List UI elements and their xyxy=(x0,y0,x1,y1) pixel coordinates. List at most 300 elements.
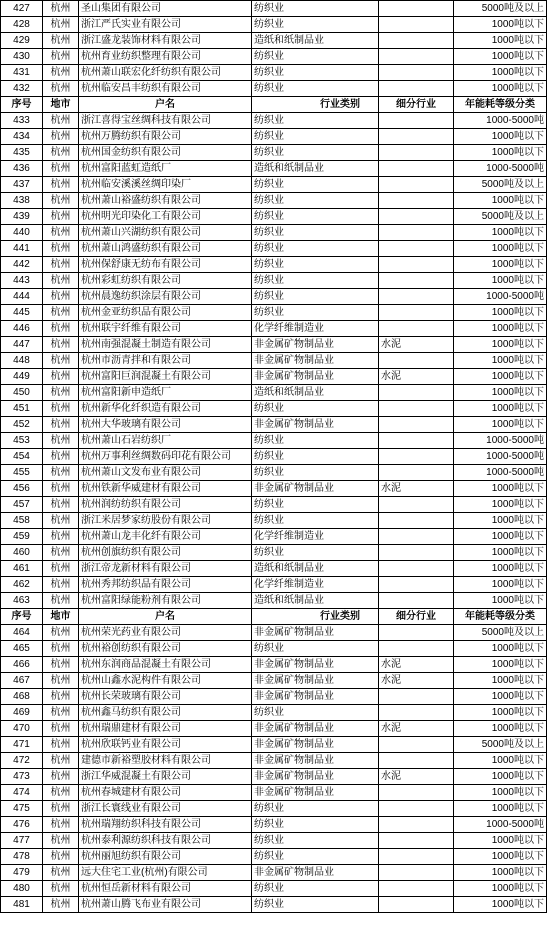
sub-industry-cell: 水泥 xyxy=(379,481,454,497)
city-cell: 杭州 xyxy=(43,593,79,609)
table-row xyxy=(1,337,547,353)
header-name: 户名 xyxy=(79,97,252,113)
energy-level-cell: 1000吨以下 xyxy=(454,657,547,673)
table-row xyxy=(1,801,547,817)
table-row xyxy=(1,417,547,433)
sub-industry-cell xyxy=(379,465,454,481)
seq-number-cell: 451 xyxy=(1,401,43,417)
energy-level-cell: 1000吨以下 xyxy=(454,33,547,49)
sub-industry-cell xyxy=(379,865,454,881)
energy-level-cell: 5000吨及以上 xyxy=(454,737,547,753)
company-name-cell: 杭州荣光药业有限公司 xyxy=(79,625,252,641)
table-row xyxy=(1,529,547,545)
seq-number-cell: 431 xyxy=(1,65,43,81)
energy-level-cell: 1000吨以下 xyxy=(454,257,547,273)
table-row xyxy=(1,657,547,673)
energy-level-cell: 1000吨以下 xyxy=(454,561,547,577)
industry-cell: 非金属矿物制品业 xyxy=(252,753,379,769)
table-row xyxy=(1,897,547,913)
sub-industry-cell xyxy=(379,113,454,129)
city-cell: 杭州 xyxy=(43,369,79,385)
table-row xyxy=(1,577,547,593)
company-name-cell: 杭州萧山龙丰化纤有限公司 xyxy=(79,529,252,545)
city-cell: 杭州 xyxy=(43,625,79,641)
company-name-cell: 杭州萧山文发布业有限公司 xyxy=(79,465,252,481)
company-name-cell: 圣山集团有限公司 xyxy=(79,1,252,17)
energy-level-cell: 5000吨及以上 xyxy=(454,209,547,225)
city-cell: 杭州 xyxy=(43,849,79,865)
seq-number-cell: 452 xyxy=(1,417,43,433)
sub-industry-cell xyxy=(379,401,454,417)
company-name-cell: 杭州临安昌丰纺织有限公司 xyxy=(79,81,252,97)
seq-number-cell: 455 xyxy=(1,465,43,481)
sub-industry-cell xyxy=(379,209,454,225)
energy-level-cell: 1000吨以下 xyxy=(454,833,547,849)
city-cell: 杭州 xyxy=(43,769,79,785)
energy-level-cell: 1000吨以下 xyxy=(454,145,547,161)
industry-cell: 纺织业 xyxy=(252,401,379,417)
industry-cell: 纺织业 xyxy=(252,641,379,657)
energy-level-cell: 1000吨以下 xyxy=(454,369,547,385)
industry-cell: 非金属矿物制品业 xyxy=(252,481,379,497)
table-row xyxy=(1,17,547,33)
header-seq: 序号 xyxy=(1,97,43,113)
company-name-cell: 杭州丽旭纺织有限公司 xyxy=(79,849,252,865)
industry-cell: 纺织业 xyxy=(252,17,379,33)
company-name-cell: 杭州保舒康无纺布有限公司 xyxy=(79,257,252,273)
company-name-cell: 杭州恒岳新材料有限公司 xyxy=(79,881,252,897)
industry-cell: 纺织业 xyxy=(252,145,379,161)
energy-level-cell: 1000吨以下 xyxy=(454,849,547,865)
city-cell: 杭州 xyxy=(43,273,79,289)
seq-number-cell: 437 xyxy=(1,177,43,193)
seq-number-cell: 474 xyxy=(1,785,43,801)
company-name-cell: 杭州富阳绿能粉剂有限公司 xyxy=(79,593,252,609)
company-name-cell: 杭州临安溪溪丝绸印染厂 xyxy=(79,177,252,193)
sub-industry-cell xyxy=(379,81,454,97)
city-cell: 杭州 xyxy=(43,129,79,145)
sub-industry-cell xyxy=(379,241,454,257)
energy-level-cell: 1000-5000吨 xyxy=(454,289,547,305)
seq-number-cell: 444 xyxy=(1,289,43,305)
seq-number-cell: 470 xyxy=(1,721,43,737)
table-row xyxy=(1,273,547,289)
sub-industry-cell: 水泥 xyxy=(379,721,454,737)
energy-level-cell: 1000吨以下 xyxy=(454,705,547,721)
table-row xyxy=(1,209,547,225)
company-name-cell: 杭州春城建材有限公司 xyxy=(79,785,252,801)
sub-industry-cell xyxy=(379,65,454,81)
energy-level-cell: 1000吨以下 xyxy=(454,65,547,81)
city-cell: 杭州 xyxy=(43,241,79,257)
sub-industry-cell: 水泥 xyxy=(379,337,454,353)
table-row xyxy=(1,817,547,833)
sub-industry-cell xyxy=(379,449,454,465)
sub-industry-cell: 水泥 xyxy=(379,673,454,689)
industry-cell: 纺织业 xyxy=(252,833,379,849)
energy-level-cell: 1000吨以下 xyxy=(454,881,547,897)
city-cell: 杭州 xyxy=(43,433,79,449)
energy-level-cell: 1000吨以下 xyxy=(454,353,547,369)
city-cell: 杭州 xyxy=(43,673,79,689)
seq-number-cell: 472 xyxy=(1,753,43,769)
sub-industry-cell xyxy=(379,705,454,721)
industry-cell: 非金属矿物制品业 xyxy=(252,369,379,385)
table-row xyxy=(1,385,547,401)
industry-cell: 纺织业 xyxy=(252,273,379,289)
seq-number-cell: 430 xyxy=(1,49,43,65)
table-row xyxy=(1,113,547,129)
table-row xyxy=(1,497,547,513)
city-cell: 杭州 xyxy=(43,337,79,353)
company-name-cell: 浙江帝龙新材料有限公司 xyxy=(79,561,252,577)
industry-cell: 纺织业 xyxy=(252,817,379,833)
city-cell: 杭州 xyxy=(43,481,79,497)
header-energy-level: 年能耗等级分类 xyxy=(454,97,547,113)
industry-cell: 纺织业 xyxy=(252,545,379,561)
industry-cell: 纺织业 xyxy=(252,81,379,97)
company-name-cell: 杭州万腾纺织有限公司 xyxy=(79,129,252,145)
header-sub-industry: 细分行业 xyxy=(379,609,454,625)
city-cell: 杭州 xyxy=(43,465,79,481)
table-row xyxy=(1,833,547,849)
industry-cell: 纺织业 xyxy=(252,193,379,209)
energy-level-cell: 1000吨以下 xyxy=(454,49,547,65)
industry-cell: 纺织业 xyxy=(252,801,379,817)
energy-level-cell: 5000吨及以上 xyxy=(454,1,547,17)
seq-number-cell: 434 xyxy=(1,129,43,145)
company-name-cell: 杭州瑞翔纺织科技有限公司 xyxy=(79,817,252,833)
company-name-cell: 杭州山鑫水泥构件有限公司 xyxy=(79,673,252,689)
city-cell: 杭州 xyxy=(43,81,79,97)
city-cell: 杭州 xyxy=(43,737,79,753)
energy-level-cell: 1000吨以下 xyxy=(454,865,547,881)
seq-number-cell: 476 xyxy=(1,817,43,833)
sub-industry-cell xyxy=(379,33,454,49)
city-cell: 杭州 xyxy=(43,721,79,737)
sub-industry-cell xyxy=(379,849,454,865)
city-cell: 杭州 xyxy=(43,801,79,817)
company-name-cell: 建德市新裕塑胶材料有限公司 xyxy=(79,753,252,769)
table-row xyxy=(1,305,547,321)
table-row xyxy=(1,689,547,705)
sub-industry-cell xyxy=(379,193,454,209)
seq-number-cell: 463 xyxy=(1,593,43,609)
sub-industry-cell xyxy=(379,753,454,769)
table-row xyxy=(1,289,547,305)
table-row xyxy=(1,865,547,881)
table-row xyxy=(1,593,547,609)
sub-industry-cell xyxy=(379,833,454,849)
sub-industry-cell xyxy=(379,321,454,337)
city-cell: 杭州 xyxy=(43,529,79,545)
city-cell: 杭州 xyxy=(43,641,79,657)
city-cell: 杭州 xyxy=(43,65,79,81)
table-row xyxy=(1,465,547,481)
industry-cell: 非金属矿物制品业 xyxy=(252,865,379,881)
table-row xyxy=(1,81,547,97)
energy-level-cell: 1000吨以下 xyxy=(454,513,547,529)
table-row xyxy=(1,193,547,209)
industry-cell: 纺织业 xyxy=(252,433,379,449)
city-cell: 杭州 xyxy=(43,657,79,673)
city-cell: 杭州 xyxy=(43,353,79,369)
sub-industry-cell xyxy=(379,817,454,833)
sub-industry-cell xyxy=(379,881,454,897)
header-city: 地市 xyxy=(43,97,79,113)
energy-level-cell: 1000吨以下 xyxy=(454,577,547,593)
city-cell: 杭州 xyxy=(43,113,79,129)
table-row xyxy=(1,401,547,417)
seq-number-cell: 459 xyxy=(1,529,43,545)
seq-number-cell: 466 xyxy=(1,657,43,673)
industry-cell: 造纸和纸制品业 xyxy=(252,385,379,401)
city-cell: 杭州 xyxy=(43,321,79,337)
seq-number-cell: 479 xyxy=(1,865,43,881)
industry-cell: 纺织业 xyxy=(252,497,379,513)
company-name-cell: 浙江米居梦家纺股份有限公司 xyxy=(79,513,252,529)
sub-industry-cell: 水泥 xyxy=(379,369,454,385)
company-name-cell: 杭州瑞鼎建材有限公司 xyxy=(79,721,252,737)
industry-cell: 造纸和纸制品业 xyxy=(252,161,379,177)
energy-level-cell: 1000吨以下 xyxy=(454,17,547,33)
city-cell: 杭州 xyxy=(43,689,79,705)
company-name-cell: 杭州润纺纺织有限公司 xyxy=(79,497,252,513)
energy-level-cell: 1000-5000吨 xyxy=(454,817,547,833)
seq-number-cell: 478 xyxy=(1,849,43,865)
industry-cell: 纺织业 xyxy=(252,289,379,305)
city-cell: 杭州 xyxy=(43,497,79,513)
city-cell: 杭州 xyxy=(43,1,79,17)
city-cell: 杭州 xyxy=(43,193,79,209)
energy-level-cell: 1000吨以下 xyxy=(454,497,547,513)
city-cell: 杭州 xyxy=(43,417,79,433)
energy-level-cell: 1000吨以下 xyxy=(454,689,547,705)
energy-level-cell: 1000-5000吨 xyxy=(454,449,547,465)
industry-cell: 纺织业 xyxy=(252,449,379,465)
seq-number-cell: 469 xyxy=(1,705,43,721)
company-name-cell: 浙江长寰线业有限公司 xyxy=(79,801,252,817)
seq-number-cell: 454 xyxy=(1,449,43,465)
city-cell: 杭州 xyxy=(43,449,79,465)
industry-cell: 纺织业 xyxy=(252,305,379,321)
table-row xyxy=(1,225,547,241)
energy-level-cell: 5000吨及以上 xyxy=(454,625,547,641)
seq-number-cell: 445 xyxy=(1,305,43,321)
industry-cell: 非金属矿物制品业 xyxy=(252,657,379,673)
city-cell: 杭州 xyxy=(43,385,79,401)
seq-number-cell: 477 xyxy=(1,833,43,849)
company-name-cell: 杭州裕创纺织有限公司 xyxy=(79,641,252,657)
seq-number-cell: 442 xyxy=(1,257,43,273)
energy-level-cell: 1000吨以下 xyxy=(454,481,547,497)
city-cell: 杭州 xyxy=(43,753,79,769)
company-name-cell: 杭州新华化纤织造有限公司 xyxy=(79,401,252,417)
seq-number-cell: 439 xyxy=(1,209,43,225)
seq-number-cell: 475 xyxy=(1,801,43,817)
company-name-cell: 浙江严氏实业有限公司 xyxy=(79,17,252,33)
company-name-cell: 杭州萧山联宏化纤纺织有限公司 xyxy=(79,65,252,81)
city-cell: 杭州 xyxy=(43,513,79,529)
seq-number-cell: 480 xyxy=(1,881,43,897)
company-name-cell: 杭州鑫马纺织有限公司 xyxy=(79,705,252,721)
sub-industry-cell xyxy=(379,545,454,561)
industry-cell: 纺织业 xyxy=(252,65,379,81)
company-name-cell: 杭州创旗纺织有限公司 xyxy=(79,545,252,561)
seq-number-cell: 435 xyxy=(1,145,43,161)
sub-industry-cell xyxy=(379,289,454,305)
city-cell: 杭州 xyxy=(43,833,79,849)
energy-level-cell: 1000吨以下 xyxy=(454,417,547,433)
energy-level-cell: 1000-5000吨 xyxy=(454,161,547,177)
industry-cell: 纺织业 xyxy=(252,705,379,721)
industry-cell: 纺织业 xyxy=(252,225,379,241)
table-header-row xyxy=(1,97,547,113)
energy-level-cell: 1000吨以下 xyxy=(454,81,547,97)
sub-industry-cell xyxy=(379,897,454,913)
seq-number-cell: 433 xyxy=(1,113,43,129)
industry-cell: 非金属矿物制品业 xyxy=(252,337,379,353)
city-cell: 杭州 xyxy=(43,897,79,913)
table-row xyxy=(1,449,547,465)
company-name-cell: 杭州东润商品混凝土有限公司 xyxy=(79,657,252,673)
seq-number-cell: 465 xyxy=(1,641,43,657)
energy-level-cell: 1000吨以下 xyxy=(454,401,547,417)
sub-industry-cell xyxy=(379,689,454,705)
company-name-cell: 杭州富阳新申造纸厂 xyxy=(79,385,252,401)
company-name-cell: 杭州长荣玻璃有限公司 xyxy=(79,689,252,705)
table-row xyxy=(1,257,547,273)
table-row xyxy=(1,513,547,529)
city-cell: 杭州 xyxy=(43,17,79,33)
industry-cell: 纺织业 xyxy=(252,897,379,913)
seq-number-cell: 481 xyxy=(1,897,43,913)
company-name-cell: 杭州富阳蓝虹造纸厂 xyxy=(79,161,252,177)
seq-number-cell: 458 xyxy=(1,513,43,529)
table-body xyxy=(1,1,547,913)
company-name-cell: 杭州铁新华威建材有限公司 xyxy=(79,481,252,497)
company-name-cell: 杭州彩虹纺织有限公司 xyxy=(79,273,252,289)
seq-number-cell: 432 xyxy=(1,81,43,97)
company-name-cell: 杭州欣联钙业有限公司 xyxy=(79,737,252,753)
industry-cell: 纺织业 xyxy=(252,241,379,257)
table-row xyxy=(1,161,547,177)
city-cell: 杭州 xyxy=(43,145,79,161)
table-row xyxy=(1,1,547,17)
energy-level-cell: 1000吨以下 xyxy=(454,801,547,817)
sub-industry-cell xyxy=(379,273,454,289)
seq-number-cell: 447 xyxy=(1,337,43,353)
city-cell: 杭州 xyxy=(43,865,79,881)
seq-number-cell: 438 xyxy=(1,193,43,209)
city-cell: 杭州 xyxy=(43,177,79,193)
company-name-cell: 杭州大华玻璃有限公司 xyxy=(79,417,252,433)
energy-level-cell: 1000-5000吨 xyxy=(454,113,547,129)
company-name-cell: 杭州萧山裕盛纺织有限公司 xyxy=(79,193,252,209)
city-cell: 杭州 xyxy=(43,561,79,577)
header-industry: 行业类别 xyxy=(252,97,379,113)
header-seq: 序号 xyxy=(1,609,43,625)
table-row xyxy=(1,737,547,753)
industry-cell: 纺织业 xyxy=(252,113,379,129)
seq-number-cell: 428 xyxy=(1,17,43,33)
seq-number-cell: 449 xyxy=(1,369,43,385)
energy-level-cell: 1000吨以下 xyxy=(454,673,547,689)
sub-industry-cell xyxy=(379,385,454,401)
table-row xyxy=(1,849,547,865)
company-name-cell: 杭州联宇纤维有限公司 xyxy=(79,321,252,337)
energy-level-cell: 1000吨以下 xyxy=(454,337,547,353)
sub-industry-cell xyxy=(379,433,454,449)
energy-level-cell: 1000吨以下 xyxy=(454,785,547,801)
industry-cell: 造纸和纸制品业 xyxy=(252,33,379,49)
sub-industry-cell xyxy=(379,145,454,161)
energy-level-cell: 1000吨以下 xyxy=(454,769,547,785)
header-city: 地市 xyxy=(43,609,79,625)
company-name-cell: 杭州萧山兴湖纺织有限公司 xyxy=(79,225,252,241)
seq-number-cell: 461 xyxy=(1,561,43,577)
seq-number-cell: 446 xyxy=(1,321,43,337)
energy-level-cell: 1000吨以下 xyxy=(454,193,547,209)
sub-industry-cell xyxy=(379,417,454,433)
industry-cell: 纺织业 xyxy=(252,881,379,897)
city-cell: 杭州 xyxy=(43,577,79,593)
header-sub-industry: 细分行业 xyxy=(379,97,454,113)
city-cell: 杭州 xyxy=(43,289,79,305)
energy-level-cell: 1000吨以下 xyxy=(454,593,547,609)
industry-cell: 纺织业 xyxy=(252,257,379,273)
industry-cell: 化学纤维制造业 xyxy=(252,577,379,593)
header-energy-level: 年能耗等级分类 xyxy=(454,609,547,625)
industry-cell: 化学纤维制造业 xyxy=(252,529,379,545)
table-header-row xyxy=(1,609,547,625)
table-row xyxy=(1,369,547,385)
industry-cell: 造纸和纸制品业 xyxy=(252,561,379,577)
table-row xyxy=(1,481,547,497)
seq-number-cell: 429 xyxy=(1,33,43,49)
city-cell: 杭州 xyxy=(43,785,79,801)
city-cell: 杭州 xyxy=(43,161,79,177)
company-name-cell: 杭州明光印染化工有限公司 xyxy=(79,209,252,225)
seq-number-cell: 471 xyxy=(1,737,43,753)
industry-cell: 造纸和纸制品业 xyxy=(252,593,379,609)
industry-cell: 纺织业 xyxy=(252,465,379,481)
table-row xyxy=(1,641,547,657)
company-name-cell: 杭州富阳巨润混凝土有限公司 xyxy=(79,369,252,385)
sub-industry-cell xyxy=(379,801,454,817)
industry-cell: 纺织业 xyxy=(252,177,379,193)
table-row xyxy=(1,65,547,81)
company-name-cell: 杭州萧山鸿盛纺织有限公司 xyxy=(79,241,252,257)
table-row xyxy=(1,145,547,161)
company-name-cell: 浙江喜得宝丝绸科技有限公司 xyxy=(79,113,252,129)
company-name-cell: 远大住宅工业(杭州)有限公司 xyxy=(79,865,252,881)
city-cell: 杭州 xyxy=(43,881,79,897)
industry-cell: 非金属矿物制品业 xyxy=(252,417,379,433)
city-cell: 杭州 xyxy=(43,33,79,49)
company-name-cell: 杭州万事利丝绸数码印花有限公司 xyxy=(79,449,252,465)
industry-cell: 纺织业 xyxy=(252,513,379,529)
city-cell: 杭州 xyxy=(43,225,79,241)
industry-cell: 化学纤维制造业 xyxy=(252,321,379,337)
city-cell: 杭州 xyxy=(43,401,79,417)
energy-level-cell: 1000吨以下 xyxy=(454,721,547,737)
table-row xyxy=(1,129,547,145)
sub-industry-cell xyxy=(379,225,454,241)
seq-number-cell: 467 xyxy=(1,673,43,689)
table-row xyxy=(1,881,547,897)
energy-level-cell: 1000吨以下 xyxy=(454,225,547,241)
